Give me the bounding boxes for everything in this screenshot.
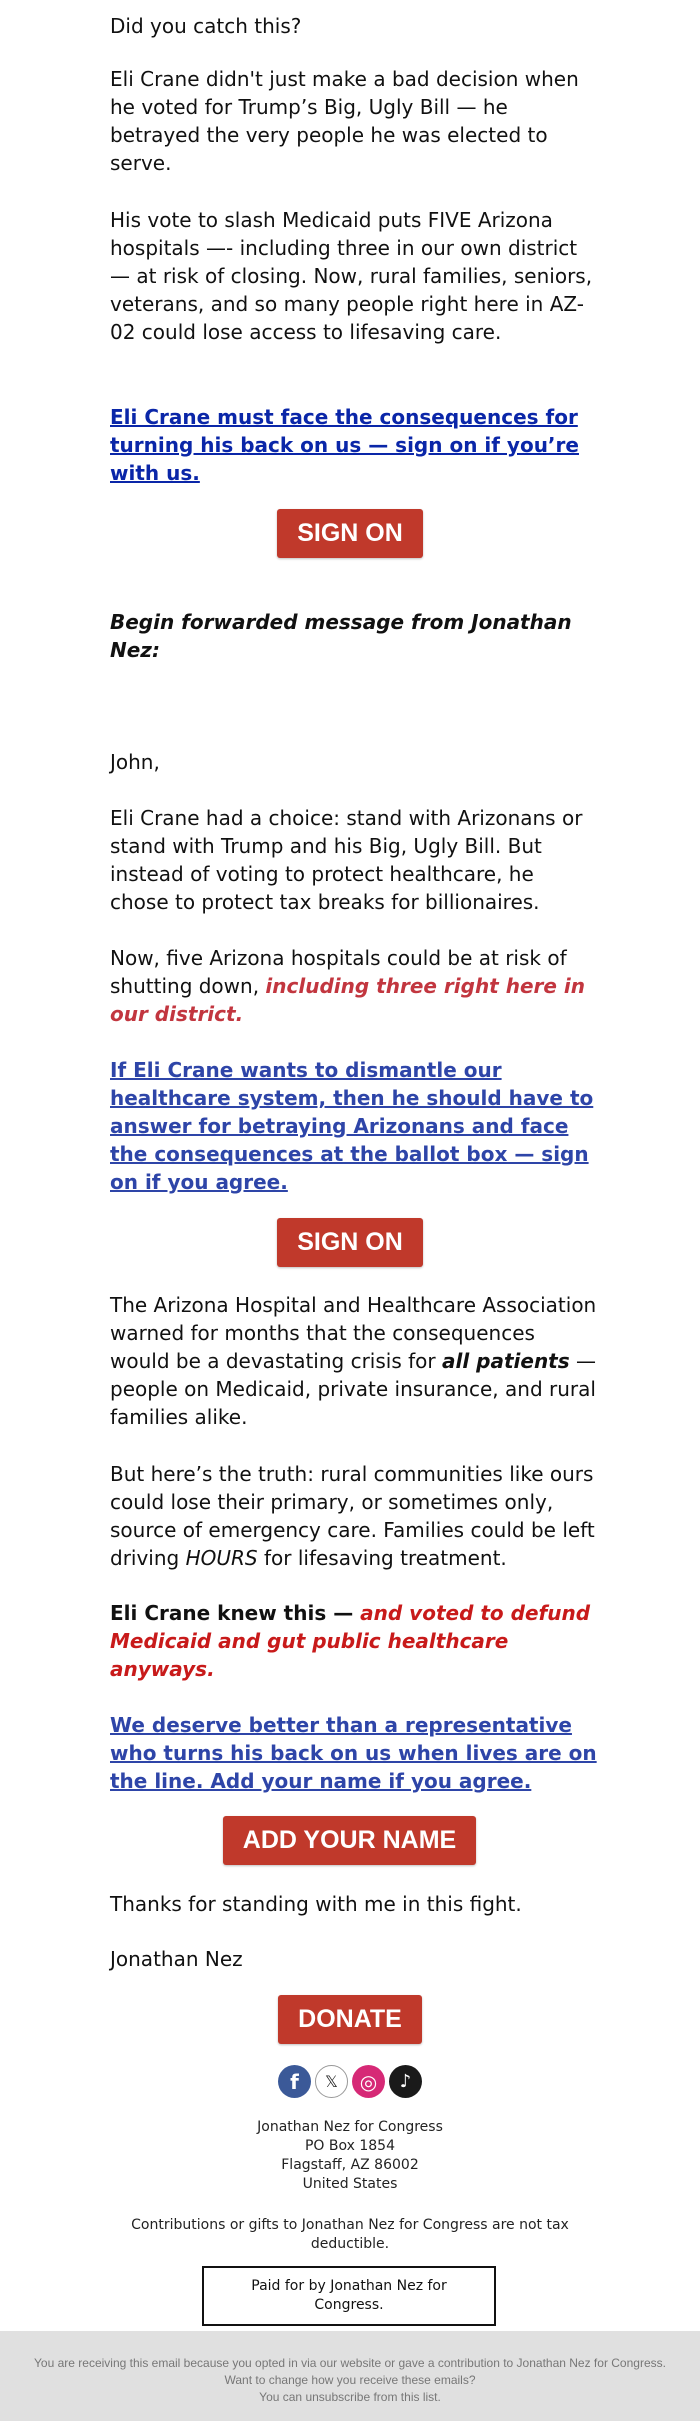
intro-greeting: Did you catch this? — [110, 14, 302, 38]
address-org: Jonathan Nez for Congress — [257, 2119, 443, 2135]
tiktok-icon[interactable]: ♪ — [389, 2065, 422, 2098]
deserve-better-link-text[interactable]: We deserve better than a representative who turns his back on us when lives are on the line. Add your name if you agree. — [110, 1713, 597, 1793]
paragraph-4-italic: HOURS — [185, 1546, 258, 1570]
facebook-icon[interactable]: f — [278, 2065, 311, 2098]
unsubscribe-link[interactable]: You can unsubscribe from this list. — [259, 2390, 441, 2404]
add-your-name-button[interactable]: ADD YOUR NAME — [223, 1816, 476, 1865]
paragraph-3-text-b: — people on Medicaid, private insurance, and rural families alike. — [110, 1349, 597, 1429]
paragraph-4-text-b: for lifesaving treatment. — [257, 1546, 507, 1570]
x-icon[interactable]: 𝕏 — [315, 2065, 348, 2098]
footer-optin-text: You are receiving this email because you opted in via our website or gave a contribution to Jonathan Nez for Congress. Want to change how you receive these emails? — [34, 2356, 666, 2387]
tax-disclaimer: Contributions or gifts to Jonathan Nez for Congress are not tax deductible. — [131, 2217, 569, 2252]
forward-paragraph-3 — [110, 1291, 598, 1431]
intro-paragraph-2: His vote to slash Medicaid puts FIVE Arizona hospitals —- including three in our own district — at risk of closing. Now, rural families, seniors, veterans, and so many people right here in AZ-02 could lose access to lifesaving care. — [110, 208, 593, 344]
deserve-better-link[interactable] — [110, 1711, 598, 1795]
paid-for-box — [202, 2266, 496, 2326]
address-box: PO Box 1854 — [304, 2138, 395, 2154]
dismantle-link-text[interactable]: If Eli Crane wants to dismantle our healthcare system, then he should have to answer for betraying Arizonans and face the consequences at the ballot box — sign on if you agree. — [110, 1058, 594, 1194]
paragraph-3-bold: all patients — [441, 1349, 570, 1373]
thanks-line: Thanks for standing with me in this fight. — [110, 1892, 522, 1916]
signature: Jonathan Nez — [110, 1947, 243, 1971]
forward-paragraph-2-emphasis: including three right here in our district. — [110, 974, 585, 1026]
paragraph-5-bold: Eli Crane knew this — — [110, 1601, 361, 1625]
instagram-icon[interactable]: ◎ — [352, 2065, 385, 2098]
address-city: Flagstaff, AZ 86002 — [281, 2157, 419, 2173]
forward-greeting: John, — [110, 750, 160, 774]
sign-on-button-1[interactable]: SIGN ON — [277, 509, 423, 558]
mailing-address — [100, 2118, 600, 2194]
consequences-link-text[interactable]: Eli Crane must face the consequences for turning his back on us — sign on if you’re with us. — [110, 405, 579, 485]
paragraph-3-text-a: The Arizona Hospital and Healthcare Association warned for months that the consequences would be a devastating crisis for — [110, 1293, 597, 1373]
intro-paragraph-1: Eli Crane didn't just make a bad decision when he voted for Trump’s Big, Ugly Bill — he betrayed the very people he was elected to serve. — [110, 67, 579, 175]
forward-paragraph-1: Eli Crane had a choice: stand with Arizonans or stand with Trump and his Big, Ugly Bill. But instead of voting to protect healthcare, he chose to protect tax breaks for billionaires. — [110, 806, 583, 914]
forward-paragraph-2 — [110, 944, 598, 1028]
forwarded-header: Begin forwarded message from Jonathan Nez: — [110, 610, 572, 662]
paragraph-4-text-a: But here’s the truth: rural communities like ours could lose their primary, or sometimes only, source of emergency care. Families could be left driving — [110, 1462, 595, 1570]
sign-on-button-2[interactable]: SIGN ON — [277, 1218, 423, 1267]
forward-paragraph-2-text: Now, five Arizona hospitals could be at risk of shutting down, — [110, 946, 567, 998]
dismantle-link[interactable] — [110, 1056, 598, 1196]
consequences-link[interactable] — [110, 403, 598, 487]
social-links — [278, 2065, 422, 2098]
forward-paragraph-4 — [110, 1460, 598, 1572]
paid-for-text: Paid for by Jonathan Nez for Congress. — [251, 2278, 447, 2313]
footer — [0, 2331, 700, 2421]
paragraph-5-red: and voted to defund Medicaid and gut public healthcare anyways. — [110, 1601, 591, 1681]
donate-button[interactable]: DONATE — [278, 1995, 422, 2044]
forward-paragraph-5 — [110, 1599, 598, 1683]
address-country: United States — [302, 2176, 398, 2192]
